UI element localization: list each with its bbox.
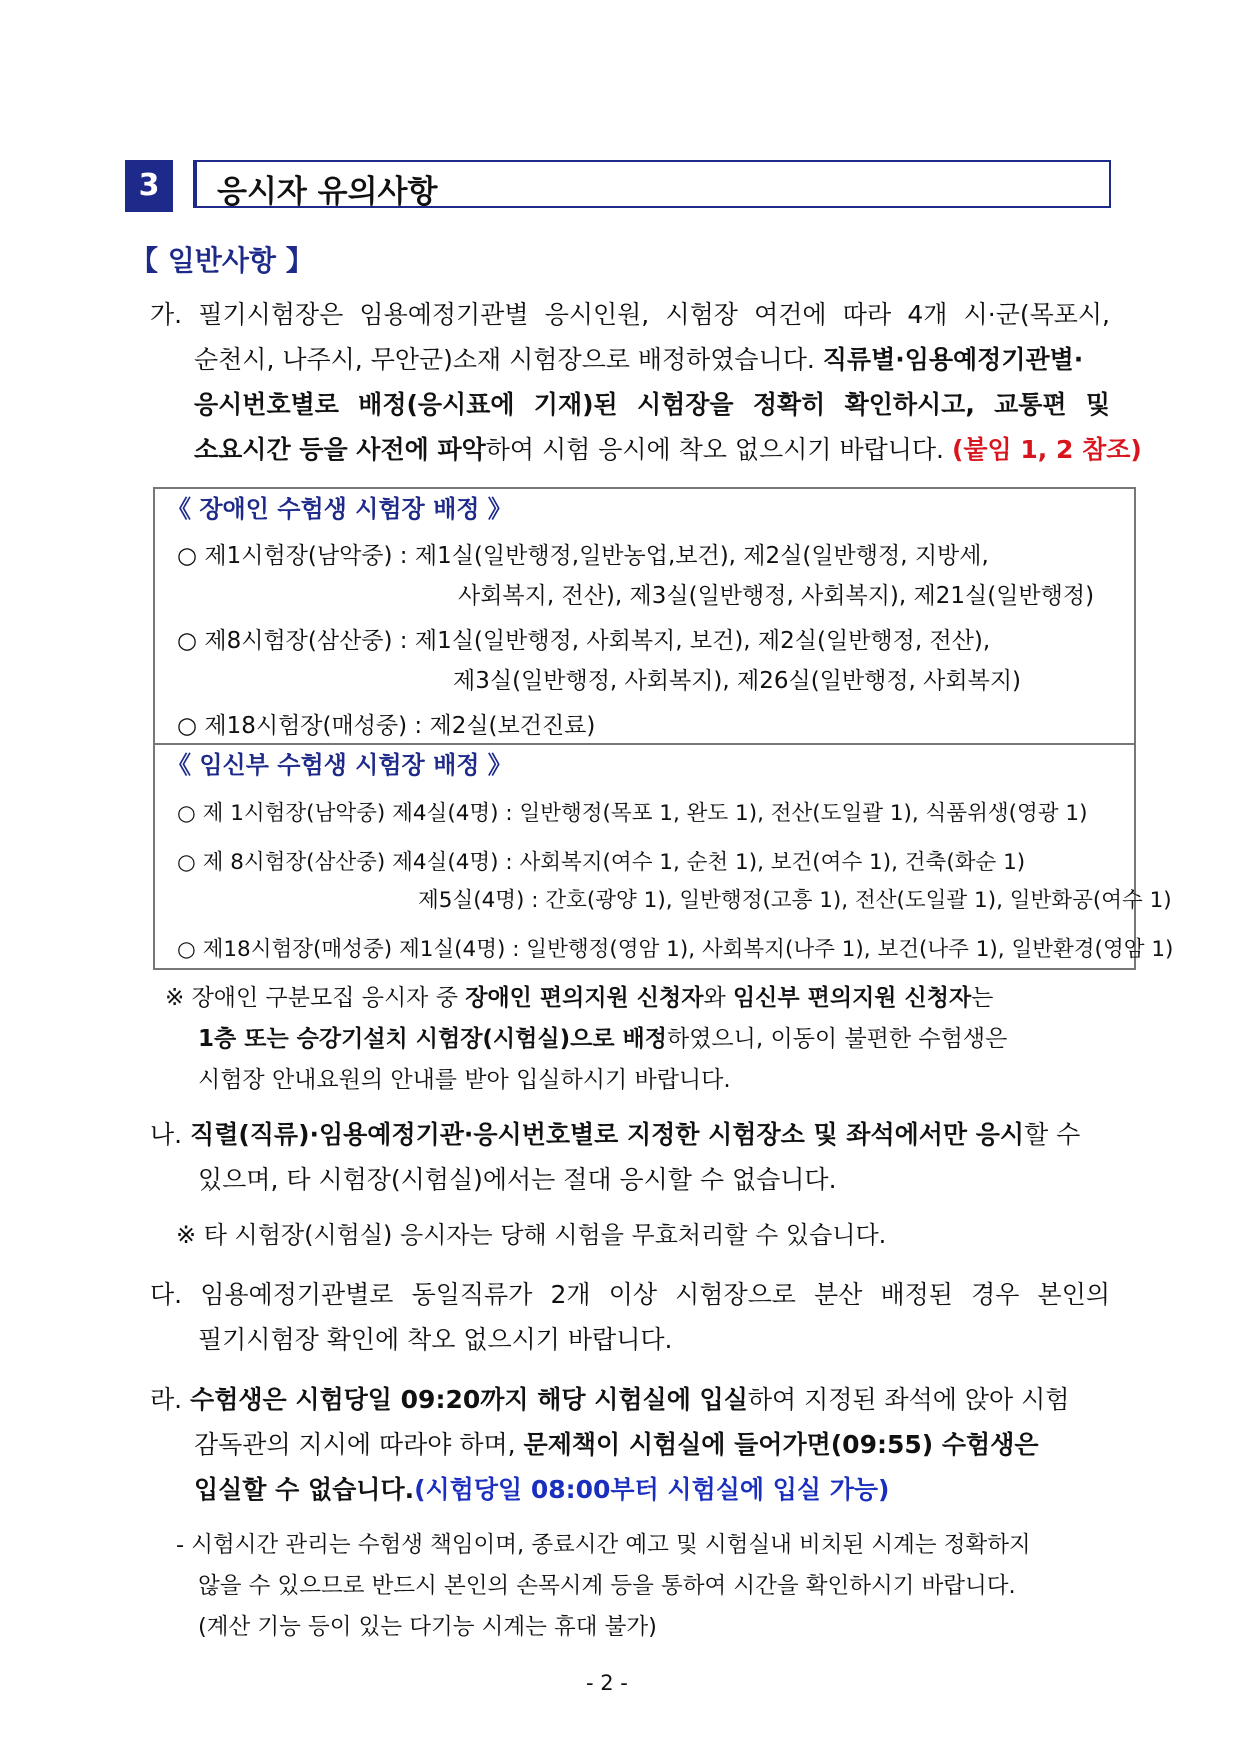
note1-line-2: 1층 또는 승강기설치 시험장(시험실)으로 배정하였으니, 이동이 불편한 수험생은: [198, 1026, 1008, 1052]
ra-line-1: 라. 수험생은 시험당일 09:20까지 해당 시험실에 입실하여 지정된 좌석에 앉아 시험: [150, 1385, 1070, 1414]
disabled-row-3: ○ 제18시험장(매성중) : 제2실(보건진료): [177, 713, 596, 739]
ga-line-2: 순천시, 나주시, 무안군)소재 시험장으로 배정하였습니다. 직류별·임용예정기관별·: [194, 345, 1084, 374]
disabled-row-2b: 제3실(일반행정, 사회복지), 제26실(일반행정, 사회복지): [453, 668, 1022, 694]
disabled-box-heading: 《 장애인 수험생 시험장 배정 》: [167, 495, 512, 523]
paragraph-ga: [150, 300, 1110, 330]
pregnant-row-3: ○ 제18시험장(매성중) 제1실(4명) : 일반행정(영암 1), 사회복지(나주 1), 보건(나주 1), 일반환경(영암 1): [177, 937, 1174, 962]
na-note: ※ 타 시험장(시험실) 응시자는 당해 시험을 무효처리할 수 있습니다.: [176, 1221, 887, 1249]
ra-detail-1: - 시험시간 관리는 수험생 책임이며, 종료시간 예고 및 시험실내 비치된 시계는 정확하지: [176, 1532, 1031, 1558]
section-title: 응시자 유의사항: [217, 174, 438, 210]
note1-line-3: 시험장 안내요원의 안내를 받아 입실하시기 바랍니다.: [198, 1067, 731, 1093]
pregnant-row-1: ○ 제 1시험장(남악중) 제4실(4명) : 일반행정(목포 1, 완도 1), 전산(도일괄 1), 식품위생(영광 1): [177, 801, 1088, 826]
disabled-row-2: ○ 제8시험장(삼산중) : 제1실(일반행정, 사회복지, 보건), 제2실(일반행정, 전산),: [177, 628, 991, 654]
disabled-row-1b: 사회복지, 전산), 제3실(일반행정, 사회복지), 제21실(일반행정): [458, 583, 1095, 609]
section-number: 3: [125, 160, 173, 212]
pregnant-row-2b: 제5실(4명) : 간호(광양 1), 일반행정(고흥 1), 전산(도일괄 1), 일반화공(여수 1): [418, 888, 1172, 913]
ga-line-1: 가. 필기시험장은 임용예정기관별 응시인원, 시험장 여건에 따라 4개 시·군(목포시,: [150, 300, 1110, 329]
pregnant-assignment-box: [153, 743, 1174, 970]
disabled-assignment-box: [153, 487, 1136, 745]
ra-line-2: 감독관의 지시에 따라야 하며, 문제책이 시험실에 들어가면(09:55) 수험생은: [194, 1430, 1039, 1459]
ra-detail-3: (계산 기능 등이 있는 다기능 시계는 휴대 불가): [198, 1614, 657, 1640]
subheading: 【 일반사항 】: [130, 244, 314, 277]
ga-line-3: 응시번호별로 배정(응시표에 기재)된 시험장을 정확히 확인하시고, 교통편 및: [194, 390, 1110, 419]
section-title-box: [193, 160, 1111, 208]
da-line-1: 다. 임용예정기관별로 동일직류가 2개 이상 시험장으로 분산 배정된 경우 본인의: [150, 1280, 1110, 1309]
page-number: - 2 -: [586, 1671, 628, 1695]
na-line-2: 있으며, 타 시험장(시험실)에서는 절대 응시할 수 없습니다.: [198, 1165, 837, 1194]
pregnant-box-heading: 《 임신부 수험생 시험장 배정 》: [167, 751, 512, 779]
pregnant-row-2: ○ 제 8시험장(삼산중) 제4실(4명) : 사회복지(여수 1, 순천 1), 보건(여수 1), 건축(화순 1): [177, 850, 1026, 875]
ra-detail-2: 않을 수 있으므로 반드시 본인의 손목시계 등을 통하여 시간을 확인하시기 바랍니다.: [198, 1573, 1016, 1599]
disabled-row-1: ○ 제1시험장(남악중) : 제1실(일반행정,일반농업,보건), 제2실(일반행정, 지방세,: [177, 543, 989, 569]
da-line-2: 필기시험장 확인에 착오 없으시기 바랍니다.: [198, 1325, 673, 1354]
note1-line-1: ※ 장애인 구분모집 응시자 중 장애인 편의지원 신청자와 임신부 편의지원 신청자는: [165, 985, 994, 1011]
ga-line-4: 소요시간 등을 사전에 파악하여 시험 응시에 착오 없으시기 바랍니다. (붙임 1, 2 참조): [194, 435, 1142, 464]
na-line-1: 나. 직렬(직류)·임용예정기관·응시번호별로 지정한 시험장소 및 좌석에서만 응시할 수: [150, 1120, 1081, 1149]
ra-line-3: 입실할 수 없습니다.(시험당일 08:00부터 시험실에 입실 가능): [194, 1475, 890, 1504]
